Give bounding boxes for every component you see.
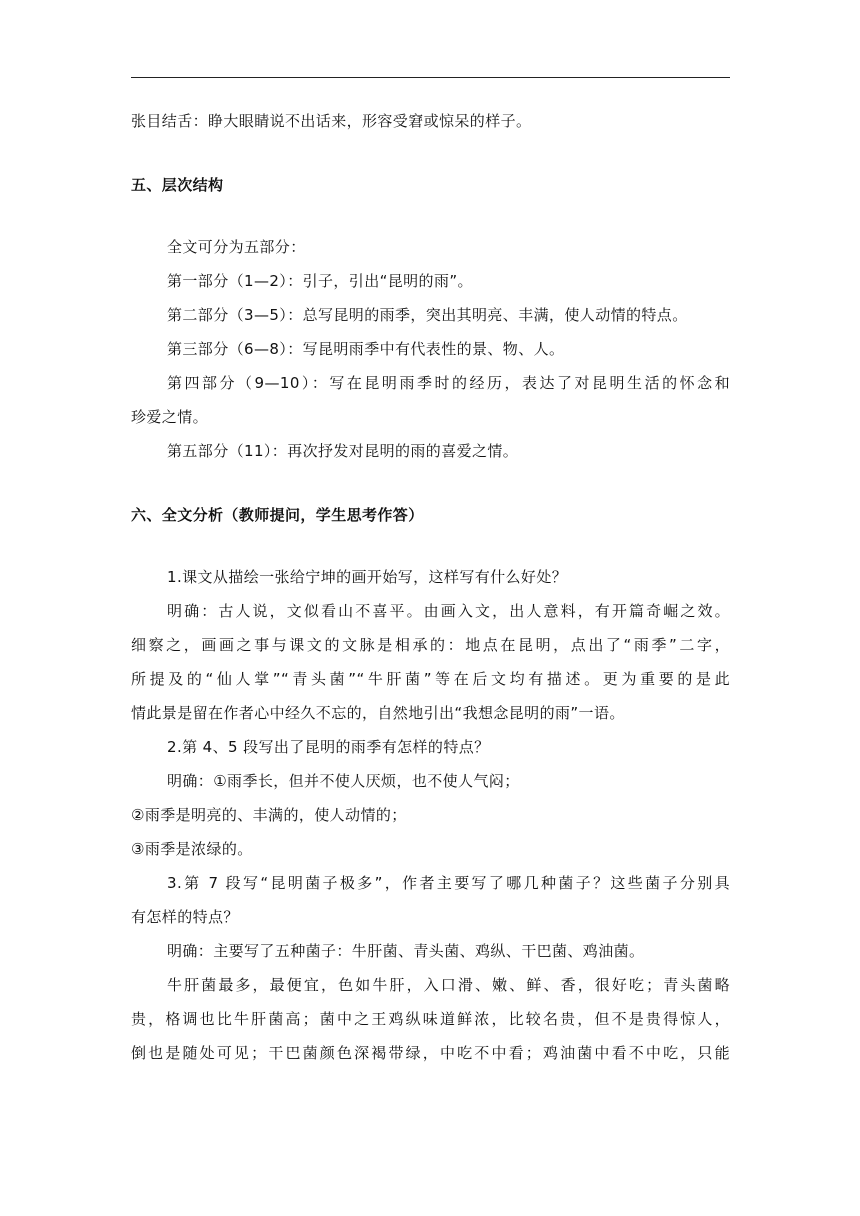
answer-3-line-2: 贵，格调也比牛肝菌高；菌中之王鸡纵味道鲜浓，比较名贵，但不是贵得惊人， [131,1010,730,1028]
answer-1-line-3: 所提及的“仙人掌”“青头菌”“牛肝菌”等在后文均有描述。更为重要的是此 [131,670,730,688]
section-heading-structure: 五、层次结构 [131,176,224,194]
answer-3-summary: 明确：主要写了五种菌子：牛肝菌、青头菌、鸡纵、干巴菌、鸡油菌。 [167,942,645,960]
idiom-definition: 张目结舌：睁大眼睛说不出话来，形容受窘或惊呆的样子。 [131,112,532,130]
structure-part-2: 第二部分（3—5）：总写昆明的雨季，突出其明亮、丰满，使人动情的特点。 [167,306,688,324]
answer-1-line-1: 明确：古人说，文似看山不喜平。由画入文，出人意料，有开篇奇崛之效。 [167,602,730,620]
answer-3-line-3: 倒也是随处可见；干巴菌颜色深褐带绿，中吃不中看；鸡油菌中看不中吃，只能 [131,1044,730,1062]
answer-2-point-1: 明确：①雨季长，但并不使人厌烦，也不使人气闷； [167,772,520,790]
structure-part-3: 第三部分（6—8）：写昆明雨季中有代表性的景、物、人。 [167,340,565,358]
structure-part-4: 第四部分（9—10）：写在昆明雨季时的经历，表达了对昆明生活的怀念和 [167,374,730,392]
section-heading-analysis: 六、全文分析（教师提问，学生思考作答） [131,506,424,524]
header-rule [131,77,730,78]
document-body [131,104,730,1070]
structure-intro: 全文可分为五部分： [167,238,306,256]
answer-1-line-4: 情此景是留在作者心中经久不忘的，自然地引出“我想念昆明的雨”一语。 [131,704,625,722]
answer-3-line-1: 牛肝菌最多，最便宜，色如牛肝，入口滑、嫩、鲜、香，很好吃；青头菌略 [167,976,730,994]
structure-part-1: 第一部分（1—2）：引子，引出“昆明的雨”。 [167,272,473,290]
question-2: 2.第 4、5 段写出了昆明的雨季有怎样的特点？ [167,738,490,756]
answer-1-line-2: 细察之，画画之事与课文的文脉是相承的：地点在昆明，点出了“雨季”二字， [131,636,730,654]
answer-2-point-2: ②雨季是明亮的、丰满的，使人动情的； [131,806,407,824]
structure-part-5: 第五部分（11）：再次抒发对昆明的雨的喜爱之情。 [167,442,519,460]
structure-part-4-continued: 珍爱之情。 [131,408,209,426]
answer-2-point-3: ③雨季是浓绿的。 [131,840,253,858]
question-3-continued: 有怎样的特点？ [131,908,239,926]
question-1: 1.课文从描绘一张给宁坤的画开始写，这样写有什么好处？ [167,568,568,586]
question-3: 3.第 7 段写“昆明菌子极多”，作者主要写了哪几种菌子？这些菌子分别具 [167,874,730,892]
